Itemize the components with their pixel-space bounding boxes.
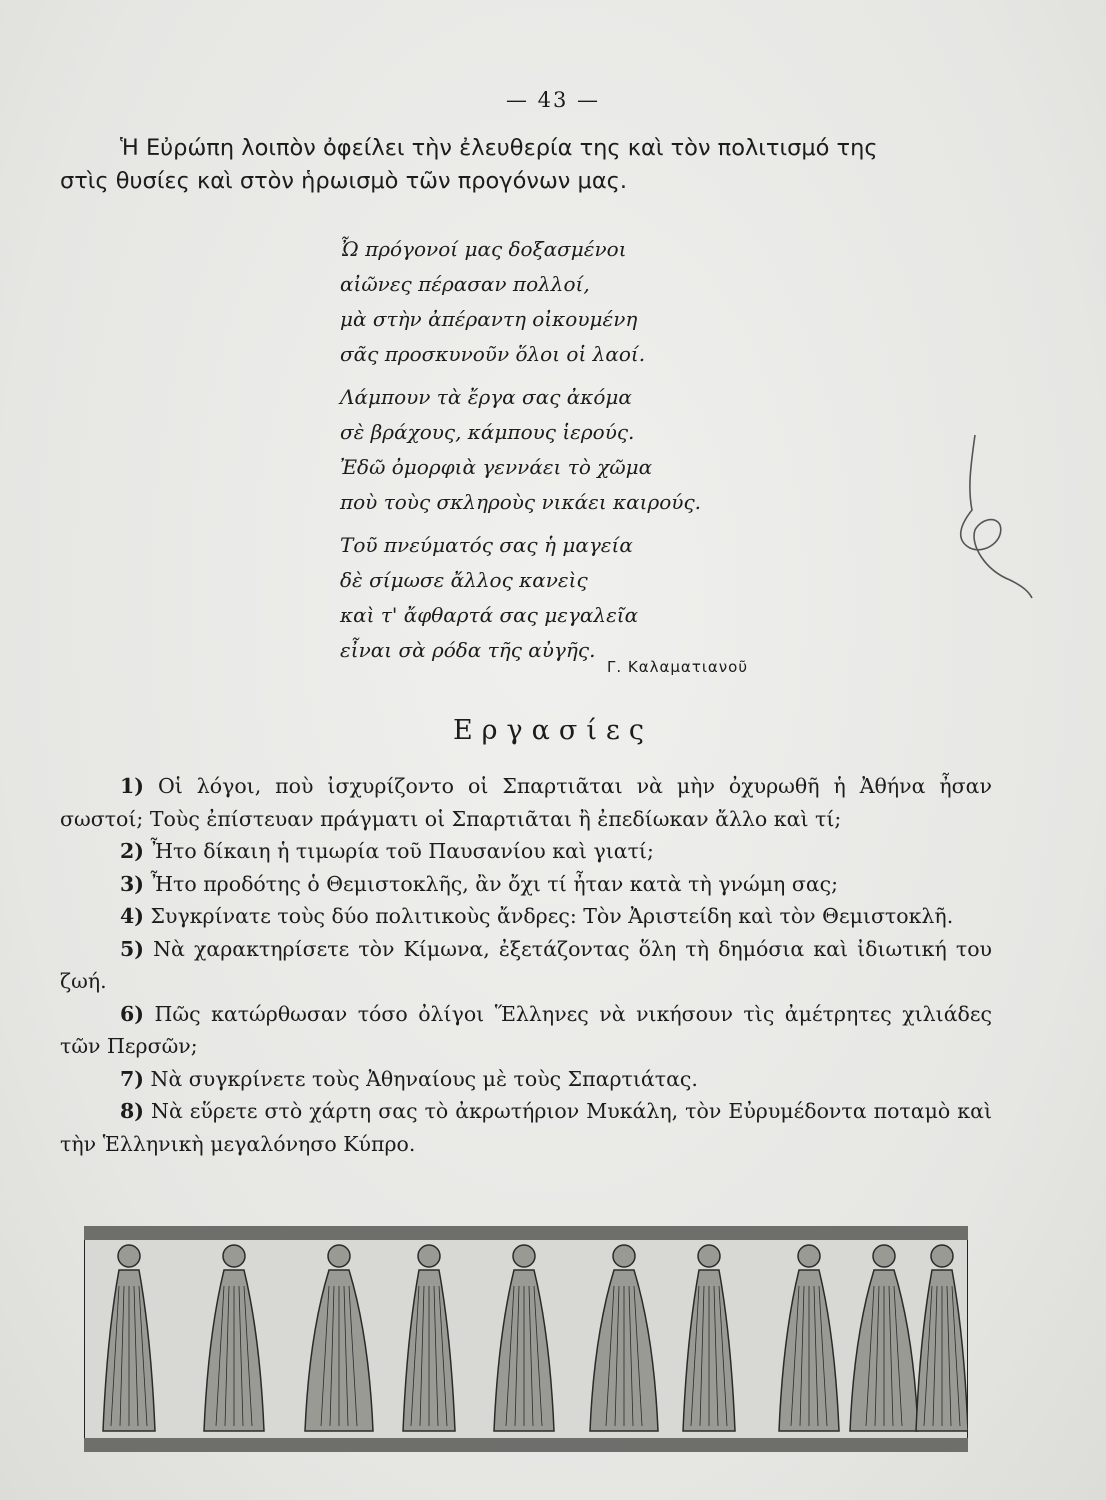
exercise-item bbox=[60, 770, 992, 835]
exercise-item bbox=[60, 835, 992, 868]
exercise-item bbox=[60, 1095, 992, 1160]
exercise-text: Πῶς κατώρθωσαν τόσο ὀλίγοι Ἕλληνες νὰ νικήσουν τὶς ἀμέτρητες χιλιάδες τῶν Περσῶν; bbox=[60, 1001, 992, 1058]
exercise-number: 4) bbox=[120, 904, 144, 928]
poem-line: μὰ στὴν ἀπέραντη οἰκουμένη bbox=[340, 307, 638, 331]
poem-line: Τοῦ πνεύματός σας ἡ μαγεία bbox=[340, 533, 633, 557]
exercise-item bbox=[60, 868, 992, 901]
exercise-number: 2) bbox=[120, 839, 144, 863]
poem-line: δὲ σίμωσε ἄλλος κανεὶς bbox=[340, 568, 588, 592]
poem-stanza bbox=[340, 232, 760, 372]
exercise-item bbox=[60, 998, 992, 1063]
intro-line: στὶς θυσίες καὶ στὸν ἡρωισμὸ τῶν προγόνων μας. bbox=[60, 168, 628, 194]
intro-paragraph bbox=[60, 132, 1020, 198]
poem-stanza bbox=[340, 528, 760, 668]
poem-line: σᾶς προσκυνοῦν ὅλοι οἱ λαοί. bbox=[340, 342, 646, 366]
exercise-number: 3) bbox=[120, 871, 144, 896]
exercise-text: Ἦτο προδότης ὁ Θεμιστοκλῆς, ἂν ὄχι τί ἦταν κατὰ τὴ γνώμη σας; bbox=[150, 871, 839, 896]
exercise-number: 6) bbox=[120, 1001, 144, 1026]
poem-line: Ὦ πρόγονοί μας δοξασμένοι bbox=[340, 237, 627, 261]
poem-line: εἶναι σὰ ρόδα τῆς αὐγῆς. bbox=[340, 638, 596, 662]
exercise-text: Νὰ εὕρετε στὸ χάρτη σας τὸ ἀκρωτήριον Μυκάλη, τὸν Εὐρυμέδοντα ποταμὸ καὶ τὴν Ἑλληνικὴ μεγαλόνησο Κύπρο. bbox=[60, 1099, 992, 1156]
exercise-number: 8) bbox=[120, 1099, 144, 1123]
poem-stanza bbox=[340, 380, 760, 520]
exercise-text: Συγκρίνατε τοὺς δύο πολιτικοὺς ἄνδρες: Τὸν Ἀριστείδη καὶ τὸν Θεμιστοκλῆ. bbox=[150, 904, 954, 928]
exercises-heading: Εργασίες bbox=[452, 715, 654, 746]
poem bbox=[340, 232, 760, 676]
exercises-list bbox=[60, 770, 992, 1160]
pencil-mark-icon bbox=[940, 430, 1040, 600]
poem-line: ποὺ τοὺς σκληροὺς νικάει καιρούς. bbox=[340, 490, 701, 514]
poem-line: σὲ βράχους, κάμπους ἱερούς. bbox=[340, 420, 635, 444]
exercise-text: Οἱ λόγοι, ποὺ ἰσχυρίζοντο οἱ Σπαρτιᾶται νὰ μὴν ὀχυρωθῆ ἡ Ἀθήνα ἦσαν σωστοί; Τοὺς ἐπίστευαν πράγματι οἱ Σπαρτιᾶται ἢ ἐπεδίωκαν ἄλλο καὶ τί; bbox=[60, 774, 992, 831]
intro-line: Ἡ Εὐρώπη λοιπὸν ὀφείλει τὴν ἐλευθερία της καὶ τὸν πολιτισμό της bbox=[120, 135, 878, 161]
exercise-item bbox=[60, 1063, 992, 1096]
poem-line: Λάμπουν τὰ ἔργα σας ἀκόμα bbox=[340, 385, 632, 409]
exercise-item bbox=[60, 933, 992, 998]
page-number: — 43 — bbox=[505, 88, 601, 112]
exercise-text: Νὰ συγκρίνετε τοὺς Ἀθηναίους μὲ τοὺς Σπαρτιάτας. bbox=[150, 1066, 698, 1091]
exercise-number: 5) bbox=[120, 936, 144, 961]
poem-line: Ἐδῶ ὀμορφιὰ γεννάει τὸ χῶμα bbox=[340, 455, 653, 479]
exercise-text: Νὰ χαρακτηρίσετε τὸν Κίμωνα, ἐξετάζοντας ὅλη τὴ δημόσια καὶ ἰδιωτική του ζωή. bbox=[60, 936, 992, 993]
exercise-number: 1) bbox=[120, 774, 144, 798]
poem-line: καὶ τ' ἄφθαρτά σας μεγαλεῖα bbox=[340, 603, 639, 627]
poem-line: αἰῶνες πέρασαν πολλοί, bbox=[340, 272, 590, 296]
exercise-text: Ἦτο δίκαιη ἡ τιμωρία τοῦ Παυσανίου καὶ γιατί; bbox=[150, 839, 654, 863]
poem-author: Γ. Καλαματιανοῦ bbox=[607, 658, 749, 676]
exercise-number: 7) bbox=[120, 1066, 144, 1091]
frieze-drawing bbox=[84, 1226, 968, 1452]
exercise-item bbox=[60, 900, 992, 933]
muses-frieze-illustration bbox=[84, 1226, 968, 1452]
